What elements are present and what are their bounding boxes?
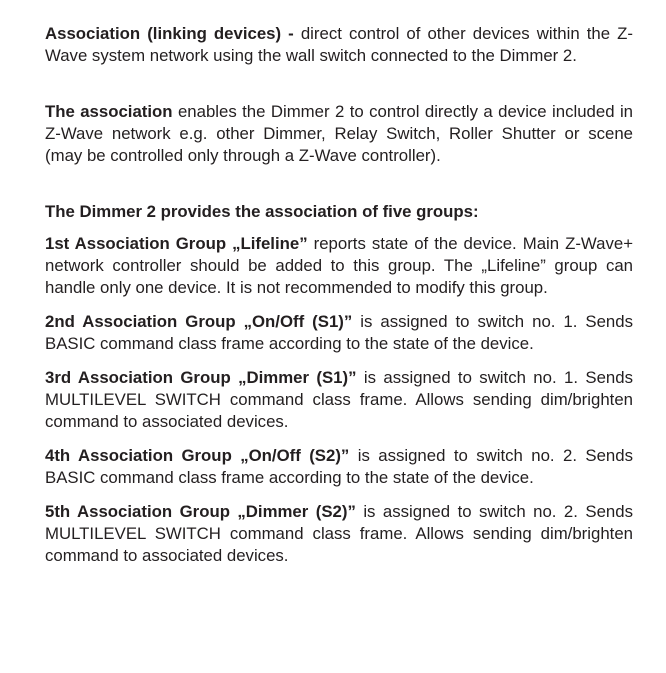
paragraph-body: reports state of the device. Main Z-Wave+ network controller should be added to this group. The „Lifeline” group can handle only one device. It is not recommended to modify this group.	[45, 234, 633, 297]
paragraph-lead: 2nd Association Group „On/Off (S1)”	[45, 312, 353, 331]
paragraph-group-2-onoff-s1	[45, 311, 633, 355]
paragraph-association-description	[45, 101, 633, 167]
paragraph-lead: Association (linking devices) -	[45, 24, 294, 43]
paragraph-group-3-dimmer-s1	[45, 367, 633, 433]
heading-text: The Dimmer 2 provides the association of five groups:	[45, 202, 479, 221]
paragraph-body: enables the Dimmer 2 to control directly a device included in Z-Wave network e.g. other Dimmer, Relay Switch, Roller Shutter or scene (may be controlled only through a Z-Wave controller).	[45, 102, 634, 165]
paragraph-lead: The association	[45, 102, 173, 121]
paragraph-body: is assigned to switch no. 2. Sends BASIC command class frame according to the state of the device.	[45, 446, 633, 487]
paragraph-body: direct control of other devices within the Z-Wave system network using the wall switch connected to the Dimmer 2.	[45, 24, 633, 65]
paragraph-body: is assigned to switch no. 1. Sends MULTILEVEL SWITCH command class frame. Allows sending dim/brighten command to associated devices.	[45, 368, 633, 431]
paragraph-lead: 5th Association Group „Dimmer (S2)”	[45, 502, 356, 521]
paragraph-association-intro	[45, 23, 633, 67]
paragraph-lead: 4th Association Group „On/Off (S2)”	[45, 446, 350, 465]
paragraph-body: is assigned to switch no. 1. Sends BASIC command class frame according to the state of the device.	[45, 312, 633, 353]
paragraph-group-5-dimmer-s2	[45, 501, 633, 567]
paragraph-body: is assigned to switch no. 2. Sends MULTILEVEL SWITCH command class frame. Allows sending dim/brighten command to associated devices.	[45, 502, 633, 565]
paragraph-group-4-onoff-s2	[45, 445, 633, 489]
paragraph-lead: 1st Association Group „Lifeline”	[45, 234, 308, 253]
paragraph-group-1-lifeline	[45, 233, 633, 299]
section-heading-five-groups	[45, 201, 633, 223]
paragraph-lead: 3rd Association Group „Dimmer (S1)”	[45, 368, 357, 387]
